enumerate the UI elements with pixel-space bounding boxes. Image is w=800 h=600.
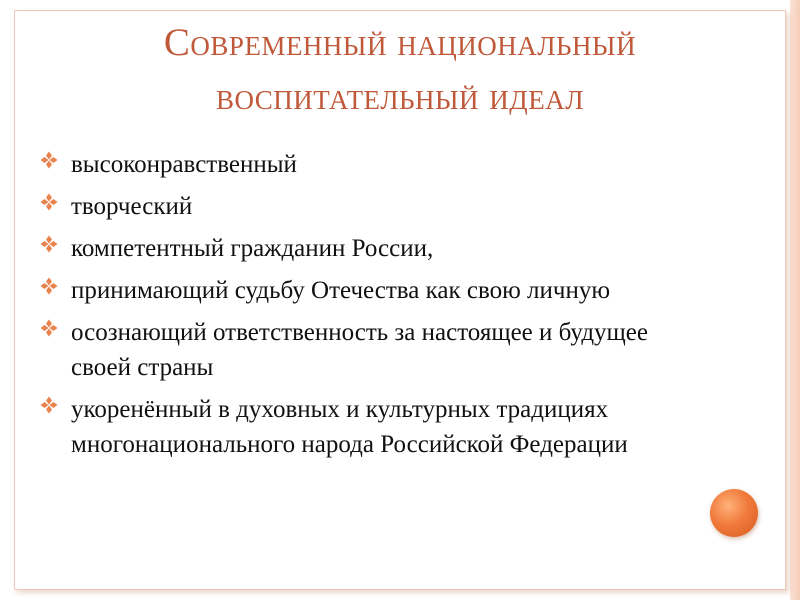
slide-title <box>100 16 700 124</box>
bullet-item <box>40 392 700 462</box>
bullet-item <box>40 273 700 308</box>
diamond-bullet-icon <box>40 235 58 253</box>
title-line-2: воспитательный идеал <box>215 75 585 118</box>
bullet-text: высоконравственный <box>71 151 297 178</box>
bullet-text: укоренённый в духовных и культурных традициях многонационального народа Российской Федерации <box>71 396 628 458</box>
diamond-bullet-icon <box>40 319 58 337</box>
slide-edge-band <box>790 0 800 600</box>
bullet-item <box>40 147 700 182</box>
title-line-1: Современный национальный <box>163 21 637 64</box>
bullet-text: осознающий ответственность за настоящее и будущее своей страны <box>71 319 649 381</box>
diamond-bullet-icon <box>40 396 58 414</box>
diamond-bullet-icon <box>40 277 58 295</box>
bullet-list <box>40 147 700 469</box>
bullet-text: компетентный гражданин России, <box>71 235 434 262</box>
bullet-text: творческий <box>71 193 193 220</box>
bullet-item <box>40 315 700 385</box>
diamond-bullet-icon <box>40 151 58 169</box>
diamond-bullet-icon <box>40 193 58 211</box>
bullet-item <box>40 189 700 224</box>
bullet-text: принимающий судьбу Отечества как свою личную <box>71 277 611 304</box>
orange-circle-decoration <box>710 489 758 537</box>
bullet-item <box>40 231 700 266</box>
